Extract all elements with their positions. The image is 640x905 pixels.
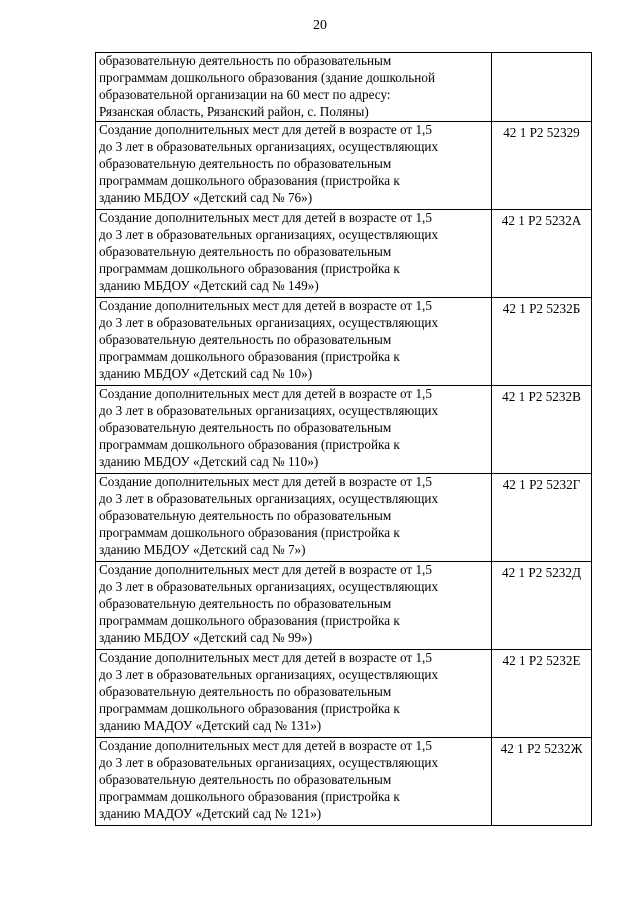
- table-row: [96, 562, 592, 650]
- description-line: зданию МБДОУ «Детский сад № 149»): [99, 277, 319, 293]
- description-line: зданию МАДОУ «Детский сад № 131»): [99, 717, 322, 733]
- description-cell: [96, 53, 492, 122]
- description-line: Создание дополнительных мест для детей в возрасте от 1,5: [99, 386, 432, 401]
- code-cell: 42 1 Р2 5232А: [492, 210, 592, 298]
- table-row: [96, 53, 592, 122]
- description-line: зданию МБДОУ «Детский сад № 110»): [99, 453, 319, 469]
- description-line: Создание дополнительных мест для детей в возрасте от 1,5: [99, 650, 432, 665]
- code-cell: 42 1 Р2 5232Ж: [492, 738, 592, 826]
- description-line: образовательную деятельность по образовательным: [99, 243, 392, 259]
- description-line: Создание дополнительных мест для детей в возрасте от 1,5: [99, 474, 432, 489]
- description-line: программам дошкольного образования (пристройка к: [99, 788, 400, 804]
- description-line: образовательную деятельность по образовательным: [99, 331, 392, 347]
- description-cell: [96, 474, 492, 562]
- description-line: образовательную деятельность по образовательным: [99, 595, 392, 611]
- description-line: зданию МАДОУ «Детский сад № 121»): [99, 805, 322, 821]
- description-line: программам дошкольного образования (здание дошкольной: [99, 69, 435, 85]
- description-line: образовательную деятельность по образовательным: [99, 771, 392, 787]
- code-cell: 42 1 Р2 5232Е: [492, 650, 592, 738]
- description-line: зданию МБДОУ «Детский сад № 76»): [99, 189, 313, 205]
- description-line: образовательную деятельность по образовательным: [99, 419, 392, 435]
- table-row: [96, 650, 592, 738]
- description-line: до 3 лет в образовательных организациях, осуществляющих: [99, 666, 439, 682]
- description-line: до 3 лет в образовательных организациях, осуществляющих: [99, 402, 439, 418]
- description-line: зданию МБДОУ «Детский сад № 10»): [99, 365, 313, 381]
- description-line: программам дошкольного образования (пристройка к: [99, 172, 400, 188]
- description-line: программам дошкольного образования (пристройка к: [99, 524, 400, 540]
- description-line: образовательную деятельность по образовательным: [99, 683, 392, 699]
- description-cell: [96, 298, 492, 386]
- code-cell: 42 1 Р2 5232Д: [492, 562, 592, 650]
- table-row: [96, 738, 592, 826]
- description-line: программам дошкольного образования (пристройка к: [99, 700, 400, 716]
- description-cell: [96, 738, 492, 826]
- code-cell: 42 1 Р2 5232Б: [492, 298, 592, 386]
- table-row: [96, 474, 592, 562]
- description-line: программам дошкольного образования (пристройка к: [99, 436, 400, 452]
- description-line: до 3 лет в образовательных организациях, осуществляющих: [99, 578, 439, 594]
- description-cell: [96, 122, 492, 210]
- description-line: образовательную деятельность по образовательным: [99, 53, 392, 68]
- table-body: [96, 53, 592, 826]
- description-cell: [96, 650, 492, 738]
- description-line: Создание дополнительных мест для детей в возрасте от 1,5: [99, 210, 432, 225]
- description-line: образовательную деятельность по образовательным: [99, 507, 392, 523]
- page-number: 20: [313, 18, 327, 33]
- description-line: до 3 лет в образовательных организациях, осуществляющих: [99, 490, 439, 506]
- description-line: образовательной организации на 60 мест по адресу:: [99, 86, 391, 102]
- code-cell: 42 1 Р2 5232В: [492, 386, 592, 474]
- description-line: Создание дополнительных мест для детей в возрасте от 1,5: [99, 562, 432, 577]
- description-line: Рязанская область, Рязанский район, с. Поляны): [99, 103, 369, 119]
- description-line: до 3 лет в образовательных организациях, осуществляющих: [99, 754, 439, 770]
- description-line: зданию МБДОУ «Детский сад № 7»): [99, 541, 306, 557]
- description-line: до 3 лет в образовательных организациях, осуществляющих: [99, 226, 439, 242]
- description-line: до 3 лет в образовательных организациях, осуществляющих: [99, 138, 439, 154]
- description-line: Создание дополнительных мест для детей в возрасте от 1,5: [99, 122, 432, 137]
- code-cell: [492, 53, 592, 122]
- description-cell: [96, 210, 492, 298]
- code-cell: 42 1 Р2 52329: [492, 122, 592, 210]
- table-row: [96, 386, 592, 474]
- description-line: зданию МБДОУ «Детский сад № 99»): [99, 629, 313, 645]
- description-line: Создание дополнительных мест для детей в возрасте от 1,5: [99, 738, 432, 753]
- description-line: программам дошкольного образования (пристройка к: [99, 260, 400, 276]
- table-row: [96, 298, 592, 386]
- description-cell: [96, 386, 492, 474]
- description-line: Создание дополнительных мест для детей в возрасте от 1,5: [99, 298, 432, 313]
- description-line: программам дошкольного образования (пристройка к: [99, 612, 400, 628]
- table-row: [96, 210, 592, 298]
- description-line: образовательную деятельность по образовательным: [99, 155, 392, 171]
- code-cell: 42 1 Р2 5232Г: [492, 474, 592, 562]
- table-row: [96, 122, 592, 210]
- description-cell: [96, 562, 492, 650]
- description-line: до 3 лет в образовательных организациях, осуществляющих: [99, 314, 439, 330]
- description-line: программам дошкольного образования (пристройка к: [99, 348, 400, 364]
- budget-code-table: [95, 52, 592, 826]
